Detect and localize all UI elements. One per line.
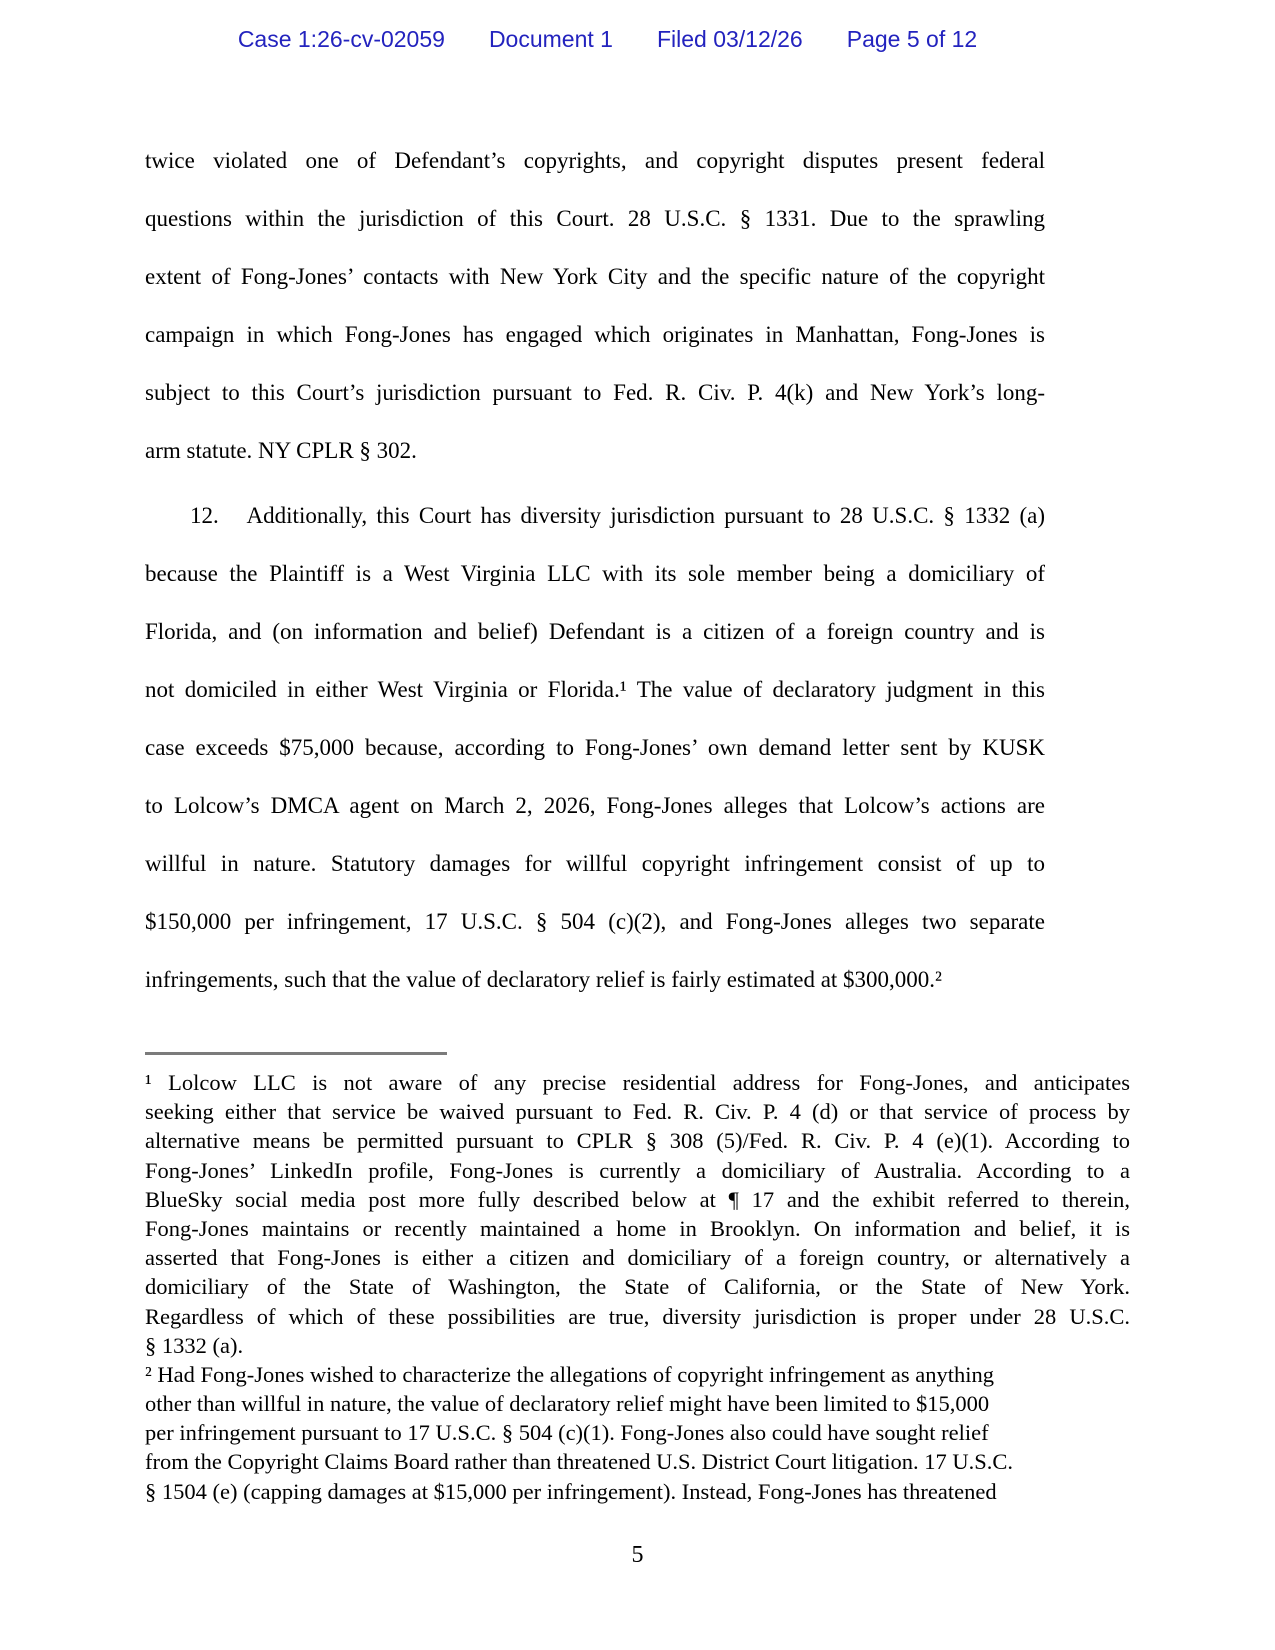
text-line: infringements, such that the value of declaratory relief is fairly estimated at $300,000.² xyxy=(145,967,942,992)
footnote-line: asserted that Fong-Jones is either a citizen and domiciliary of a foreign country, or alternatively a xyxy=(145,1245,1130,1271)
footnote-line: alternative means be permitted pursuant to CPLR § 308 (5)/Fed. R. Civ. P. 4 (e)(1). According to xyxy=(145,1128,1130,1154)
text-line: willful in nature. Statutory damages for willful copyright infringement consist of up to xyxy=(145,851,1045,876)
footnote-separator xyxy=(145,1052,447,1055)
footnote-line: ¹ Lolcow LLC is not aware of any precise residential address for Fong-Jones, and anticipates xyxy=(145,1070,1130,1095)
footnote-line: other than willful in nature, the value of declaratory relief might have been limited to $15,000 xyxy=(145,1391,990,1417)
footnote-1 xyxy=(145,1068,1130,1360)
text-line: 12. Additionally, this Court has diversity jurisdiction pursuant to 28 U.S.C. § 1332 (a) xyxy=(190,503,1045,528)
footnote-line: Regardless of which of these possibilities are true, diversity jurisdiction is proper under 28 U.S.C. xyxy=(145,1303,1130,1329)
footnote-line: BlueSky social media post more fully described below at ¶ 17 and the exhibit referred to therein, xyxy=(145,1186,1130,1212)
paragraph-12 xyxy=(145,487,1045,1009)
text-line: arm statute. NY CPLR § 302. xyxy=(145,438,417,463)
header-filed-date: Filed 03/12/26 xyxy=(656,26,803,52)
page-number: 5 xyxy=(631,1542,644,1568)
header-document-number: Document 1 xyxy=(488,26,613,52)
footnote-line: domiciliary of the State of Washington, the State of California, or the State of New York. xyxy=(145,1274,1130,1300)
text-line: campaign in which Fong-Jones has engaged which originates in Manhattan, Fong-Jones is xyxy=(145,322,1045,347)
footnote-line: § 1332 (a). xyxy=(145,1332,244,1358)
text-line: extent of Fong-Jones’ contacts with New York City and the specific nature of the copyright xyxy=(145,264,1045,289)
text-line: not domiciled in either West Virginia or Florida.¹ The value of declaratory judgment in this xyxy=(145,677,1045,702)
footnote-line: seeking either that service be waived pursuant to Fed. R. Civ. P. 4 (d) or that service of process by xyxy=(145,1099,1130,1125)
document-body xyxy=(145,132,1045,1009)
text-line: Florida, and (on information and belief) Defendant is a citizen of a foreign country and is xyxy=(145,619,1045,644)
text-line: questions within the jurisdiction of this Court. 28 U.S.C. § 1331. Due to the sprawling xyxy=(145,206,1045,231)
text-line: to Lolcow’s DMCA agent on March 2, 2026, Fong-Jones alleges that Lolcow’s actions are xyxy=(145,793,1045,818)
footnote-line: Fong-Jones maintains or recently maintained a home in Brooklyn. On information and belief, it is xyxy=(145,1215,1130,1241)
ecf-stamp-header xyxy=(0,26,1245,53)
text-line: twice violated one of Defendant’s copyrights, and copyright disputes present federal xyxy=(145,148,1045,173)
footnotes-section xyxy=(145,1068,1130,1506)
footnote-line: Fong-Jones’ LinkedIn profile, Fong-Jones is currently a domiciliary of Australia. According to a xyxy=(145,1157,1130,1183)
paragraph-continuation xyxy=(145,132,1045,480)
footnote-2 xyxy=(145,1360,1130,1506)
text-line: $150,000 per infringement, 17 U.S.C. § 504 (c)(2), and Fong-Jones alleges two separate xyxy=(145,909,1045,934)
text-line: subject to this Court’s jurisdiction pursuant to Fed. R. Civ. P. 4(k) and New York’s long- xyxy=(145,380,1045,405)
header-case-number: Case 1:26-cv-02059 xyxy=(237,26,445,52)
header-page-indicator: Page 5 of 12 xyxy=(846,26,978,52)
footnote-line: § 1504 (e) (capping damages at $15,000 per infringement). Instead, Fong-Jones has threatened xyxy=(145,1478,997,1504)
text-line: case exceeds $75,000 because, according to Fong-Jones’ own demand letter sent by KUSK xyxy=(145,735,1045,760)
footnote-line: ² Had Fong-Jones wished to characterize the allegations of copyright infringement as anything xyxy=(145,1361,995,1387)
text-line: because the Plaintiff is a West Virginia LLC with its sole member being a domiciliary of xyxy=(145,561,1045,586)
footnote-line: from the Copyright Claims Board rather than threatened U.S. District Court litigation. 17 U.S.C. xyxy=(145,1449,1013,1475)
footnote-line: per infringement pursuant to 17 U.S.C. § 504 (c)(1). Fong-Jones also could have sought relief xyxy=(145,1420,989,1446)
